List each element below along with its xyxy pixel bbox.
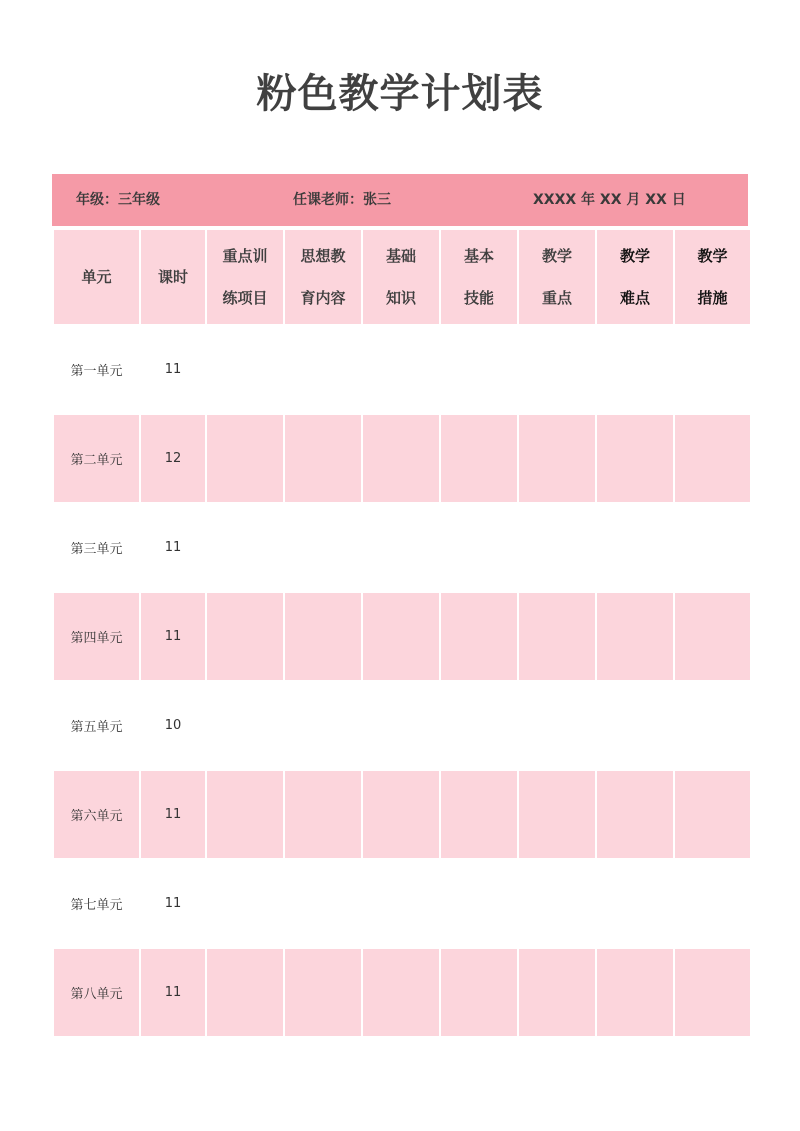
table-header-row [53,229,751,325]
empty-cell[interactable] [362,414,440,503]
header-moral-education: 思想教 育内容 [284,229,362,325]
hours-cell: 11 [140,592,206,681]
date-info: XXXX 年 XX 月 XX 日 [533,192,686,208]
empty-cell[interactable] [440,859,518,948]
empty-cell[interactable] [284,859,362,948]
empty-cell[interactable] [440,414,518,503]
empty-cell[interactable] [206,770,284,859]
empty-cell[interactable] [206,859,284,948]
empty-cell[interactable] [596,770,674,859]
empty-cell[interactable] [518,592,596,681]
table-row [53,414,751,503]
unit-cell: 第三单元 [53,503,140,592]
empty-cell[interactable] [284,592,362,681]
empty-cell[interactable] [518,770,596,859]
hours-cell: 11 [140,325,206,414]
table-row [53,948,751,1037]
empty-cell[interactable] [440,681,518,770]
hours-cell: 10 [140,681,206,770]
empty-cell[interactable] [674,859,751,948]
header-basic-knowledge: 基础 知识 [362,229,440,325]
empty-cell[interactable] [440,948,518,1037]
teacher-info: 任课老师：张三 [293,192,391,208]
empty-cell[interactable] [284,325,362,414]
hours-cell: 12 [140,414,206,503]
empty-cell[interactable] [362,859,440,948]
unit-cell: 第五单元 [53,681,140,770]
info-bar [52,174,748,226]
empty-cell[interactable] [362,770,440,859]
empty-cell[interactable] [518,859,596,948]
table-row [53,503,751,592]
empty-cell[interactable] [362,948,440,1037]
empty-cell[interactable] [518,948,596,1037]
empty-cell[interactable] [206,948,284,1037]
empty-cell[interactable] [440,770,518,859]
empty-cell[interactable] [440,592,518,681]
header-teaching-focus: 教学 重点 [518,229,596,325]
empty-cell[interactable] [518,325,596,414]
empty-cell[interactable] [206,592,284,681]
table-row [53,770,751,859]
empty-cell[interactable] [362,592,440,681]
header-teaching-measures: 教学 措施 [674,229,751,325]
empty-cell[interactable] [674,681,751,770]
header-training-focus: 重点训 练项目 [206,229,284,325]
empty-cell[interactable] [440,325,518,414]
plan-table [52,228,752,1038]
empty-cell[interactable] [674,325,751,414]
page-title: 粉色教学计划表 [256,71,544,117]
empty-cell[interactable] [206,503,284,592]
header-hours: 课时 [140,229,206,325]
empty-cell[interactable] [518,503,596,592]
empty-cell[interactable] [596,592,674,681]
empty-cell[interactable] [518,414,596,503]
empty-cell[interactable] [206,325,284,414]
unit-cell: 第八单元 [53,948,140,1037]
empty-cell[interactable] [362,325,440,414]
table-row [53,681,751,770]
unit-cell: 第六单元 [53,770,140,859]
empty-cell[interactable] [596,948,674,1037]
empty-cell[interactable] [596,503,674,592]
empty-cell[interactable] [206,681,284,770]
empty-cell[interactable] [674,414,751,503]
empty-cell[interactable] [674,503,751,592]
header-unit: 单元 [53,229,140,325]
empty-cell[interactable] [674,948,751,1037]
empty-cell[interactable] [596,681,674,770]
empty-cell[interactable] [284,414,362,503]
unit-cell: 第二单元 [53,414,140,503]
table-row [53,325,751,414]
empty-cell[interactable] [518,681,596,770]
empty-cell[interactable] [206,414,284,503]
table-row [53,592,751,681]
hours-cell: 11 [140,859,206,948]
empty-cell[interactable] [596,859,674,948]
empty-cell[interactable] [284,770,362,859]
empty-cell[interactable] [674,770,751,859]
grade-info: 年级：三年级 [76,192,160,208]
empty-cell[interactable] [284,503,362,592]
empty-cell[interactable] [284,681,362,770]
empty-cell[interactable] [596,325,674,414]
empty-cell[interactable] [440,503,518,592]
unit-cell: 第七单元 [53,859,140,948]
hours-cell: 11 [140,770,206,859]
empty-cell[interactable] [284,948,362,1037]
unit-cell: 第一单元 [53,325,140,414]
table-row [53,859,751,948]
header-basic-skills: 基本 技能 [440,229,518,325]
empty-cell[interactable] [362,681,440,770]
header-teaching-difficulty: 教学 难点 [596,229,674,325]
empty-cell[interactable] [596,414,674,503]
unit-cell: 第四单元 [53,592,140,681]
empty-cell[interactable] [362,503,440,592]
hours-cell: 11 [140,503,206,592]
empty-cell[interactable] [674,592,751,681]
hours-cell: 11 [140,948,206,1037]
